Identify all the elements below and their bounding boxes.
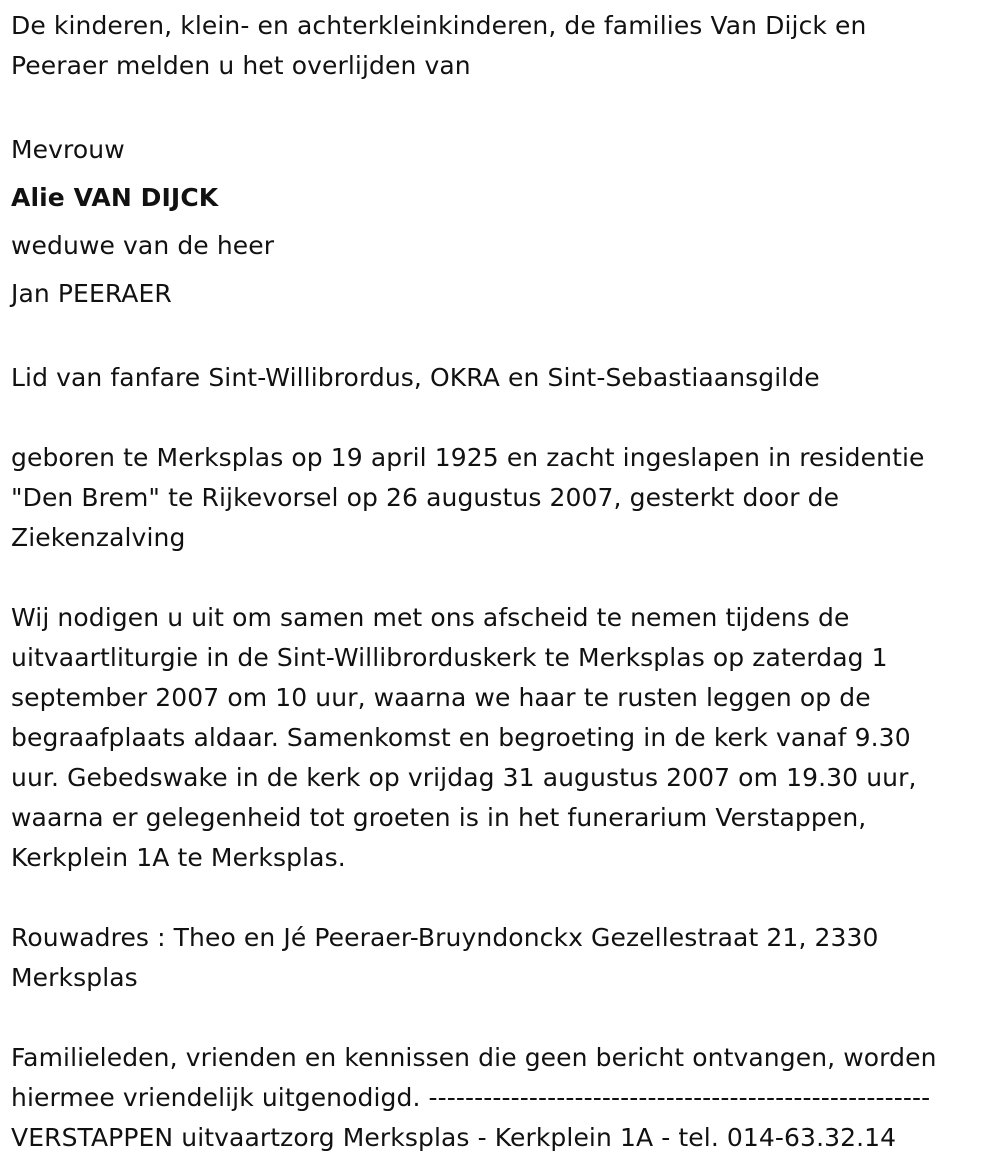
spacer (11, 86, 991, 126)
spacer (11, 398, 991, 438)
spacer (11, 558, 991, 598)
invitation-text: Wij nodigen u uit om samen met ons afscheid te nemen tijdens de uitvaartliturgie in de Sint-Willibrorduskerk te Merksplas op zaterdag 1 september 2007 om 10 uur, waarna we haar te rusten leggen op de begraafplaats aldaar. Samenkomst en begroeting in de kerk vanaf 9.30 uur. Gebedswake in de kerk op vrijdag 31 augustus 2007 om 19.30 uur, waarna er gelegenheid tot groeten is in het funerarium Verstappen, Kerkplein 1A te Merksplas. (11, 603, 917, 872)
membership-text: Lid van fanfare Sint-Willibrordus, OKRA en Sint-Sebastiaansgilde (11, 363, 820, 392)
relation-text: weduwe van de heer (11, 231, 275, 260)
intro-text: De kinderen, klein- en achterkleinkinderen, de families Van Dijck en Peeraer melden u het overlijden van (11, 11, 867, 80)
birth-death-text: geboren te Merksplas op 19 april 1925 en zacht ingeslapen in residentie "Den Brem" te Rijkevorsel op 26 augustus 2007, gesterkt door de Ziekenzalving (11, 443, 925, 552)
deceased-name: Alie VAN DIJCK (11, 183, 219, 212)
honorific: Mevrouw (11, 135, 125, 164)
spacer (11, 318, 991, 358)
spacer (11, 998, 991, 1038)
death-notice (11, 6, 991, 1158)
spouse-name: Jan PEERAER (11, 279, 172, 308)
mourning-address: Rouwadres : Theo en Jé Peeraer-Bruyndonckx Gezellestraat 21, 2330 Merksplas (11, 923, 879, 992)
spacer (11, 878, 991, 918)
closing-text: Familieleden, vrienden en kennissen die geen bericht ontvangen, worden hiermee vriendelijk uitgenodigd. ------------------------------------------------------- VERSTAPPEN uitvaartzorg Merksplas - Kerkplein 1A - tel. 014-63.32.14 (11, 1043, 937, 1152)
